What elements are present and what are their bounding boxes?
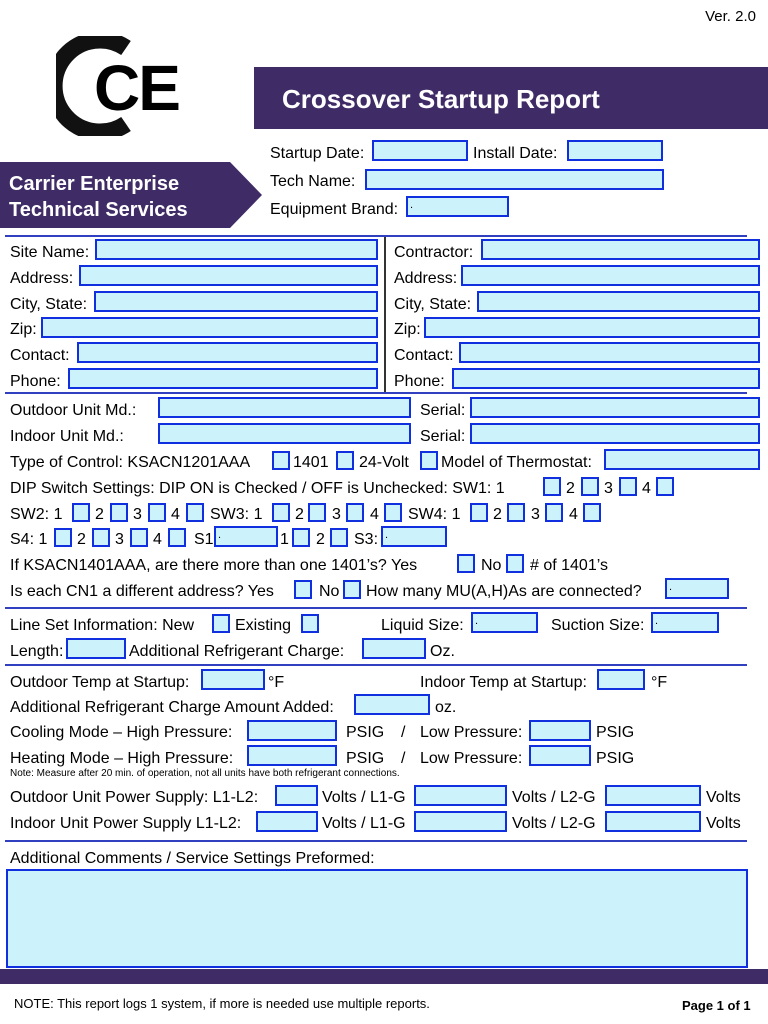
add-amount-unit: oz.: [435, 699, 457, 716]
sw4-2-checkbox[interactable]: [507, 503, 525, 522]
s1-2-label: 2: [316, 531, 325, 548]
sw2-2-label: 2: [95, 506, 104, 523]
comments-field[interactable]: [6, 869, 748, 968]
s1-1-checkbox[interactable]: [292, 528, 310, 547]
s4-label: S4: 1: [10, 531, 48, 548]
liquid-size-field[interactable]: .: [471, 612, 538, 633]
mu-count-field[interactable]: .: [665, 578, 729, 599]
heating-high-unit: PSIG: [346, 750, 385, 767]
indoor-md-field[interactable]: [158, 423, 411, 444]
contractor-contact-field[interactable]: [459, 342, 760, 363]
equipment-brand-label: Equipment Brand:: [270, 201, 399, 218]
s4-1-checkbox[interactable]: [54, 528, 72, 547]
comments-label: Additional Comments / Service Settings Preformed:: [10, 850, 375, 867]
contractor-phone-label: Phone:: [394, 373, 445, 390]
indoor-l1l2-field[interactable]: [256, 811, 318, 832]
sw2-3-label: 3: [133, 506, 142, 523]
outdoor-l1l2-unit: Volts / L1-G: [322, 789, 406, 806]
s1-label: S1: [194, 531, 214, 548]
s3-label: S3:: [354, 531, 379, 548]
page-title: Crossover Startup Report: [282, 84, 600, 114]
sw2-3-checkbox[interactable]: [148, 503, 166, 522]
lineset-existing-label: Existing: [235, 617, 292, 634]
sw3-label: SW3: 1: [210, 506, 263, 523]
add-amount-field[interactable]: [354, 694, 430, 715]
sw4-4-checkbox[interactable]: [583, 503, 601, 522]
outdoor-power-label: Outdoor Unit Power Supply: L1-L2:: [10, 789, 259, 806]
s4-4-label: 4: [153, 531, 162, 548]
divider-lineset: [5, 664, 747, 666]
org-banner: [0, 162, 262, 228]
sw2-4-label: 4: [171, 506, 180, 523]
measurement-note: Note: Measure after 20 min. of operation, not all units have both refrigerant connections.: [10, 768, 400, 779]
suction-size-label: Suction Size:: [551, 617, 645, 634]
num-1401-label: # of 1401’s: [530, 557, 608, 574]
sw1-4-label: 4: [642, 480, 651, 497]
s4-2-checkbox[interactable]: [92, 528, 110, 547]
contractor-city-state-field[interactable]: [477, 291, 760, 312]
indoor-l2g-field[interactable]: [605, 811, 701, 832]
sw4-3-label: 3: [531, 506, 540, 523]
sw1-1-checkbox[interactable]: [543, 477, 561, 496]
cooling-high-unit: PSIG: [346, 724, 385, 741]
sw4-3-checkbox[interactable]: [545, 503, 563, 522]
heating-high-field[interactable]: [247, 745, 337, 766]
mu-question: How many MU(A,H)As are connected?: [366, 583, 642, 600]
heating-low-field[interactable]: [529, 745, 591, 766]
sw4-4-label: 4: [569, 506, 578, 523]
cooling-low-unit: PSIG: [596, 724, 635, 741]
contractor-field[interactable]: [481, 239, 760, 260]
outdoor-serial-label: Serial:: [420, 402, 466, 419]
site-phone-field[interactable]: [68, 368, 378, 389]
ce-logo-text: CE: [94, 52, 179, 124]
equipment-brand-field[interactable]: .: [406, 196, 509, 217]
cooling-high-label: Cooling Mode – High Pressure:: [10, 724, 233, 741]
outdoor-l1l2-field[interactable]: [275, 785, 318, 806]
site-city-state-field[interactable]: [94, 291, 378, 312]
site-contact-field[interactable]: [77, 342, 378, 363]
site-contact-label: Contact:: [10, 347, 70, 364]
sw3-4-label: 4: [370, 506, 379, 523]
sw3-2-checkbox[interactable]: [308, 503, 326, 522]
contractor-contact-label: Contact:: [394, 347, 454, 364]
s1-2-checkbox[interactable]: [330, 528, 348, 547]
install-date-label: Install Date:: [473, 145, 558, 162]
startup-date-label: Startup Date:: [270, 145, 365, 162]
indoor-l1g-field[interactable]: [414, 811, 507, 832]
contractor-zip-field[interactable]: [424, 317, 760, 338]
sw2-1-checkbox[interactable]: [72, 503, 90, 522]
outdoor-l1g-field[interactable]: [414, 785, 507, 806]
ks1401-no-label: No: [481, 557, 502, 574]
sw3-3-checkbox[interactable]: [346, 503, 364, 522]
contractor-label: Contractor:: [394, 244, 474, 261]
sw3-2-label: 2: [295, 506, 304, 523]
sw4-2-label: 2: [493, 506, 502, 523]
s4-3-label: 3: [115, 531, 124, 548]
suction-size-field[interactable]: .: [651, 612, 719, 633]
control-1401-label: 1401: [293, 454, 329, 471]
contractor-zip-label: Zip:: [394, 321, 421, 338]
heating-slash: /: [401, 750, 406, 767]
control-1201-checkbox[interactable]: [272, 451, 290, 470]
outdoor-temp-label: Outdoor Temp at Startup:: [10, 674, 190, 691]
outdoor-temp-unit: °F: [268, 674, 285, 691]
contractor-city-state-label: City, State:: [394, 296, 472, 313]
sw3-3-label: 3: [332, 506, 341, 523]
cooling-slash: /: [401, 724, 406, 741]
cooling-low-label: Low Pressure:: [420, 724, 523, 741]
thermostat-field[interactable]: [604, 449, 760, 470]
tech-name-field[interactable]: [365, 169, 664, 190]
indoor-serial-label: Serial:: [420, 428, 466, 445]
site-zip-label: Zip:: [10, 321, 37, 338]
contractor-phone-field[interactable]: [452, 368, 760, 389]
cn1-no-checkbox[interactable]: [343, 580, 361, 599]
control-24v-label: 24-Volt: [359, 454, 409, 471]
site-phone-label: Phone:: [10, 373, 61, 390]
sw1-2-checkbox[interactable]: [581, 477, 599, 496]
add-charge-field[interactable]: [362, 638, 426, 659]
outdoor-l2g-field[interactable]: [605, 785, 701, 806]
s4-2-label: 2: [77, 531, 86, 548]
version-label: Ver. 2.0: [705, 8, 756, 25]
sw2-label: SW2: 1: [10, 506, 63, 523]
indoor-temp-field[interactable]: [597, 669, 645, 690]
s3-field[interactable]: .: [381, 526, 447, 547]
cn1-yes-checkbox[interactable]: [294, 580, 312, 599]
add-charge-label: Additional Refrigerant Charge:: [129, 643, 345, 660]
divider-site: [5, 392, 747, 394]
footer-bar: [0, 969, 768, 984]
site-contractor-divider: [384, 237, 386, 392]
s1-1-label: 1: [280, 531, 289, 548]
divider-readings: [5, 840, 747, 842]
sw2-2-checkbox[interactable]: [110, 503, 128, 522]
sw3-1-checkbox[interactable]: [272, 503, 290, 522]
indoor-temp-label: Indoor Temp at Startup:: [420, 674, 587, 691]
outdoor-md-field[interactable]: [158, 397, 411, 418]
indoor-l2g-unit: Volts: [706, 815, 741, 832]
outdoor-md-label: Outdoor Unit Md.:: [10, 402, 137, 419]
tech-name-label: Tech Name:: [270, 173, 356, 190]
liquid-size-label: Liquid Size:: [381, 617, 464, 634]
indoor-l1l2-unit: Volts / L1-G: [322, 815, 406, 832]
s4-3-checkbox[interactable]: [130, 528, 148, 547]
outdoor-serial-field[interactable]: [470, 397, 760, 418]
indoor-temp-unit: °F: [651, 674, 668, 691]
s1-field[interactable]: .: [214, 526, 278, 547]
cn1-question: Is each CN1 a different address? Yes: [10, 583, 274, 600]
s4-4-checkbox[interactable]: [168, 528, 186, 547]
sw1-3-checkbox[interactable]: [619, 477, 637, 496]
indoor-serial-field[interactable]: [470, 423, 760, 444]
org-name-line2: Technical Services: [9, 199, 188, 221]
site-address-field[interactable]: [79, 265, 378, 286]
control-24v-checkbox[interactable]: [420, 451, 438, 470]
sw1-2-label: 2: [566, 480, 575, 497]
site-address-label: Address:: [10, 270, 74, 287]
sw2-4-checkbox[interactable]: [186, 503, 204, 522]
site-name-label: Site Name:: [10, 244, 90, 261]
add-amount-label: Additional Refrigerant Charge Amount Added:: [10, 699, 334, 716]
sw1-3-label: 3: [604, 480, 613, 497]
org-name-line1: Carrier Enterprise: [9, 173, 180, 195]
cn1-no-label: No: [319, 583, 340, 600]
lineset-label: Line Set Information: New: [10, 617, 195, 634]
heating-low-label: Low Pressure:: [420, 750, 523, 767]
lineset-existing-checkbox[interactable]: [301, 614, 319, 633]
ks1401-no-checkbox[interactable]: [506, 554, 524, 573]
site-name-field[interactable]: [95, 239, 378, 260]
ks1401-question: If KSACN1401AAA, are there more than one 1401’s? Yes: [10, 557, 418, 574]
sw4-1-checkbox[interactable]: [470, 503, 488, 522]
divider-units: [5, 607, 747, 609]
cooling-low-field[interactable]: [529, 720, 591, 741]
title-banner: [254, 67, 768, 129]
page-number: Page 1 of 1: [682, 998, 751, 1013]
ce-logo: [56, 36, 196, 136]
outdoor-temp-field[interactable]: [201, 669, 265, 690]
outdoor-l2g-unit: Volts: [706, 789, 741, 806]
cooling-high-field[interactable]: [247, 720, 337, 741]
contractor-address-label: Address:: [394, 270, 458, 287]
install-date-field[interactable]: [567, 140, 663, 161]
indoor-l1g-unit: Volts / L2-G: [512, 815, 596, 832]
dip-line-label: DIP Switch Settings: DIP ON is Checked / OFF is Unchecked: SW1: 1: [10, 480, 505, 497]
thermostat-label: Model of Thermostat:: [441, 454, 592, 471]
site-city-state-label: City, State:: [10, 296, 88, 313]
indoor-power-label: Indoor Unit Power Supply L1-L2:: [10, 815, 242, 832]
sw1-4-checkbox[interactable]: [656, 477, 674, 496]
startup-date-field[interactable]: [372, 140, 468, 161]
sw3-4-checkbox[interactable]: [384, 503, 402, 522]
divider-top: [5, 235, 747, 237]
length-label: Length:: [10, 643, 64, 660]
lineset-new-checkbox[interactable]: [212, 614, 230, 633]
footer-note: NOTE: This report logs 1 system, if more is needed use multiple reports.: [14, 996, 430, 1011]
length-field[interactable]: [66, 638, 126, 659]
contractor-address-field[interactable]: [461, 265, 760, 286]
site-zip-field[interactable]: [41, 317, 378, 338]
ks1401-yes-checkbox[interactable]: [457, 554, 475, 573]
type-of-control-label: Type of Control: KSACN1201AAA: [10, 454, 251, 471]
heating-low-unit: PSIG: [596, 750, 635, 767]
indoor-md-label: Indoor Unit Md.:: [10, 428, 124, 445]
outdoor-l1g-unit: Volts / L2-G: [512, 789, 596, 806]
add-charge-unit: Oz.: [430, 643, 455, 660]
control-1401-checkbox[interactable]: [336, 451, 354, 470]
sw4-label: SW4: 1: [408, 506, 461, 523]
heating-high-label: Heating Mode – High Pressure:: [10, 750, 234, 767]
